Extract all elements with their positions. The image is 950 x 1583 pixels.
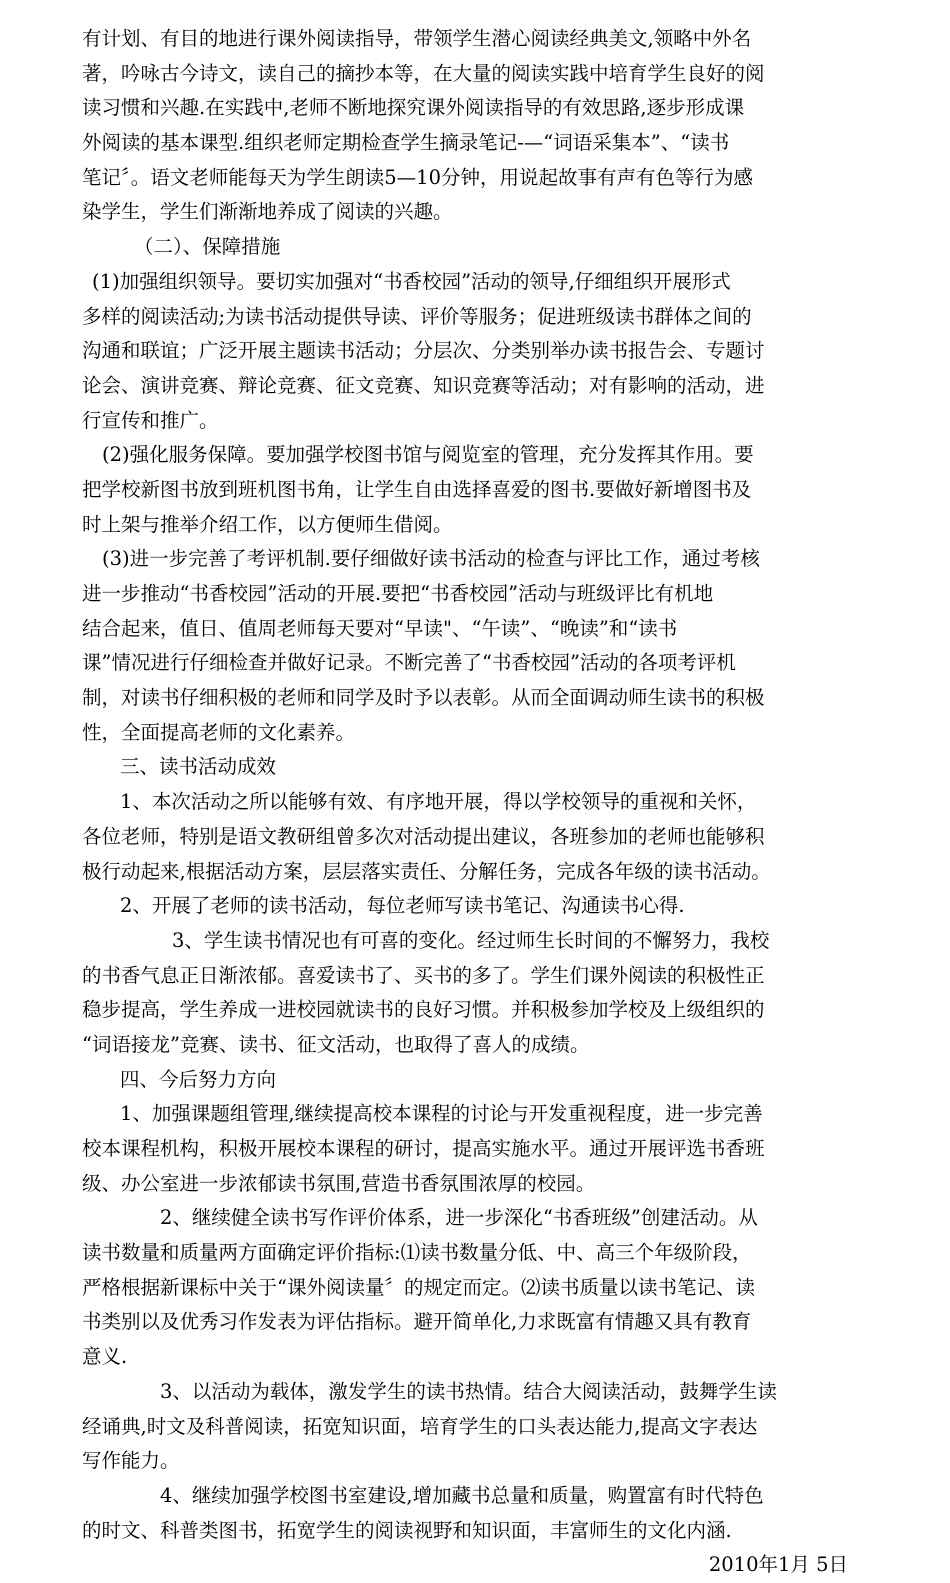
- text-line: 的书香气息正日渐浓郁。喜爱读书了、买书的多了。学生们课外阅读的积极性正: [82, 963, 765, 987]
- document-body: [82, 22, 868, 1583]
- document-date: 2010年1月 5日: [708, 1553, 848, 1577]
- text-line: 意义.: [82, 1345, 128, 1369]
- text-line: (2)强化服务保障。要加强学校图书馆与阅览室的管理，充分发挥其作用。要: [102, 443, 754, 467]
- text-line: 3、学生读书情况也有可喜的变化。经过师生长时间的不懈努力，我校: [172, 928, 770, 952]
- text-line: 四、今后努力方向: [120, 1067, 277, 1091]
- text-line: 笔记〞。语文老师能每天为学生朗读5—10分钟，用说起故事有声有色等行为感: [82, 165, 753, 189]
- text-line: （二）、保障措施: [134, 235, 281, 259]
- text-line: 行宣传和推广。: [82, 408, 219, 432]
- text-line: 课”情况进行仔细检查并做好记录。不断完善了“书香校园”活动的各项考评机: [82, 651, 736, 675]
- text-line: 有计划、有目的地进行课外阅读指导，带领学生潜心阅读经典美文,领略中外名: [82, 27, 752, 50]
- text-line: (1)加强组织领导。要切实加强对“书香校园”活动的领导,仔细组织开展形式: [92, 269, 731, 293]
- text-line: 制，对读书仔细积极的老师和同学及时予以表彰。从而全面调动师生读书的积极: [82, 686, 765, 710]
- text-line: 染学生，学生们渐渐地养成了阅读的兴趣。: [82, 200, 453, 224]
- text-line: 极行动起来,根据活动方案，层层落实责任、分解任务，完成各年级的读书活动。: [82, 859, 771, 883]
- text-line: 读书数量和质量两方面确定评价指标:⑴读书数量分低、中、高三个年级阶段，: [82, 1241, 752, 1265]
- text-line: (3)进一步完善了考评机制.要仔细做好读书活动的检查与评比工作，通过考核: [102, 547, 760, 571]
- text-line: 多样的阅读活动;为读书活动提供导读、评价等服务；促进班级读书群体之间的: [82, 304, 752, 328]
- text-line: 著，吟咏古今诗文，读自己的摘抄本等，在大量的阅读实践中培育学生良好的阅: [82, 61, 765, 85]
- text-line: 写作能力。: [82, 1449, 180, 1473]
- text-line: 时上架与推举介绍工作，以方便师生借阅。: [82, 512, 453, 536]
- text-line: 书类别以及优秀习作发表为评估指标。避开简单化,力求既富有情趣又具有教育: [82, 1310, 752, 1334]
- text-line: 外阅读的基本课型.组织老师定期检查学生摘录笔记-—“词语采集本”、“读书: [82, 131, 730, 155]
- text-line: 各位老师，特别是语文教研组曾多次对活动提出建议，各班参加的老师也能够积: [82, 824, 765, 848]
- text-line: 经诵典,时文及科普阅读，拓宽知识面，培育学生的口头表达能力,提高文字表达: [82, 1414, 758, 1438]
- text-line: 性，全面提高老师的文化素养。: [82, 720, 356, 744]
- text-line: 校本课程机构，积极开展校本课程的研讨，提高实施水平。通过开展评选书香班: [82, 1137, 765, 1160]
- text-line: 2、继续健全读书写作评价体系，进一步深化“书香班级”创建活动。从: [160, 1206, 758, 1230]
- text-line: 读习惯和兴趣.在实践中,老师不断地探究课外阅读指导的有效思路,逐步形成课: [82, 96, 745, 120]
- text-line: 2、开展了老师的读书活动，每位老师写读书笔记、沟通读书心得.: [120, 894, 685, 918]
- text-line: 1、加强课题组管理,继续提高校本课程的讨论与开发重视程度，进一步完善: [120, 1102, 763, 1126]
- text-line: 1、本次活动之所以能够有效、有序地开展，得以学校领导的重视和关怀，: [120, 790, 757, 814]
- text-line: 结合起来，值日、值周老师每天要对“早读"、“午读”、“晚读”和“读书: [82, 616, 678, 640]
- text-line: “词语接龙”竞赛、读书、征文活动，也取得了喜人的成绩。: [82, 1032, 590, 1056]
- text-line: 稳步提高，学生养成一进校园就读书的良好习惯。并积极参加学校及上级组织的: [82, 998, 765, 1022]
- paragraph-lines: [82, 22, 868, 1548]
- text-line: 论会、演讲竞赛、辩论竞赛、征文竞赛、知识竞赛等活动；对有影响的活动，进: [82, 373, 765, 397]
- text-line: 三、读书活动成效: [120, 755, 277, 779]
- text-line: 把学校新图书放到班机图书角，让学生自由选择喜爱的图书.要做好新增图书及: [82, 477, 752, 501]
- text-line: 4、继续加强学校图书室建设,增加藏书总量和质量，购置富有时代特色: [160, 1483, 764, 1507]
- text-line: 级、办公室进一步浓郁读书氛围,营造书香氛围浓厚的校园。: [82, 1171, 596, 1195]
- text-line: 严格根据新课标中关于“课外阅读量〞的规定而定。⑵读书质量以读书笔记、读: [82, 1275, 755, 1299]
- text-line: 的时文、科普类图书，拓宽学生的阅读视野和知识面，丰富师生的文化内涵.: [82, 1518, 732, 1542]
- text-line: 沟通和联谊；广泛开展主题读书活动；分层次、分类别举办读书报告会、专题讨: [82, 339, 765, 363]
- text-line: 进一步推动“书香校园”活动的开展.要把“书香校园”活动与班级评比有机地: [82, 582, 714, 605]
- text-line: 3、以活动为载体，激发学生的读书热情。结合大阅读活动，鼓舞学生读: [160, 1379, 777, 1403]
